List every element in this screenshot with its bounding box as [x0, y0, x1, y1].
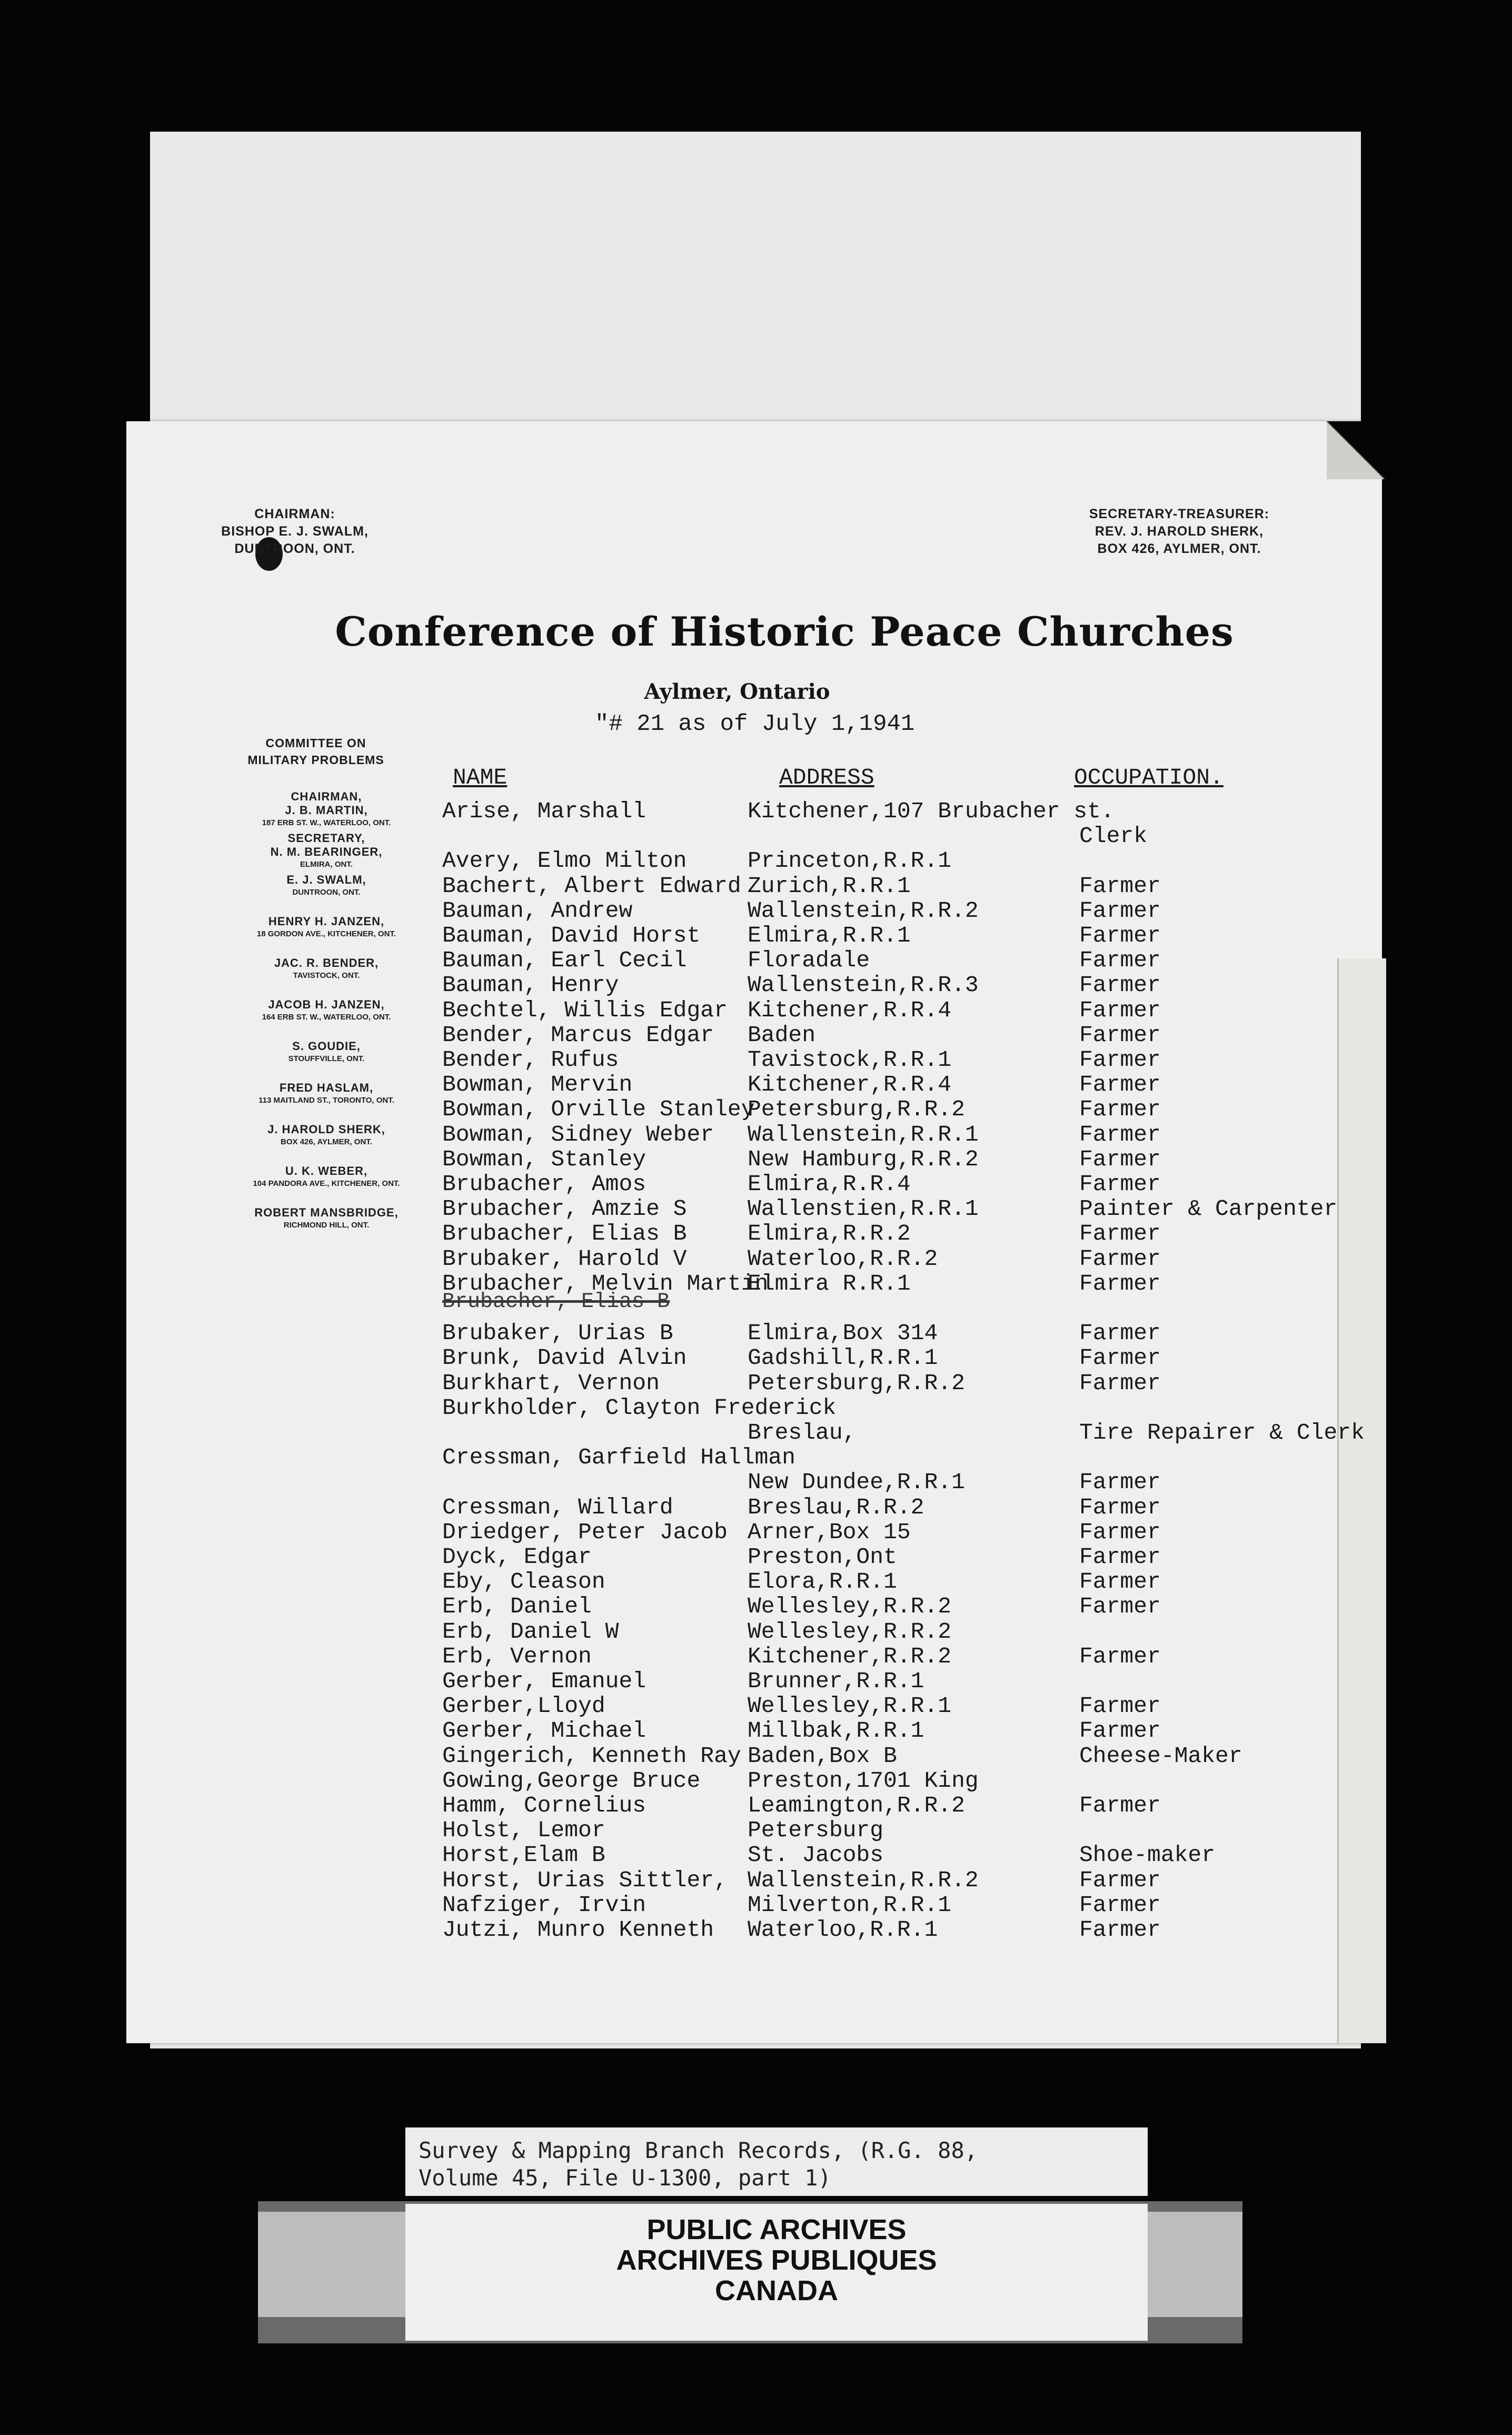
- member-name: FRED HASLAM,: [279, 1081, 374, 1094]
- cell-address: Wallenstein,R.R.2: [748, 1867, 979, 1893]
- cell-address: Elmira R.R.1: [748, 1271, 911, 1296]
- table-row: [0, 1370, 1512, 1395]
- committee-heading-line2: MILITARY PROBLEMS: [247, 753, 384, 767]
- cell-occupation: Farmer: [1079, 923, 1161, 948]
- cell-occupation: Farmer: [1079, 1221, 1161, 1246]
- cell-name: Bowman, Orville Stanley: [442, 1096, 755, 1122]
- member-address: DUNTROON, ONT.: [292, 888, 361, 897]
- table-row: [0, 997, 1512, 1023]
- cell-address: Brunner,R.R.1: [748, 1668, 924, 1694]
- table-row: [0, 798, 1512, 824]
- cell-occupation: Farmer: [1079, 1593, 1161, 1619]
- member-name: E. J. SWALM,: [286, 873, 366, 886]
- list-reference: "# 21 as of July 1,1941: [595, 711, 915, 737]
- cell-address: Princeton,R.R.1: [748, 848, 952, 874]
- cell-name: Holst, Lemor: [442, 1817, 605, 1843]
- member-address: BOX 426, AYLMER, ONT.: [281, 1137, 372, 1146]
- cell-name: Arise, Marshall: [442, 798, 646, 824]
- cell-address: Kitchener,R.R.4: [748, 997, 952, 1023]
- table-row: [0, 1395, 1512, 1420]
- table-row: [0, 1494, 1512, 1520]
- cell-address: Wellesley,R.R.2: [748, 1619, 952, 1645]
- cell-occupation: Farmer: [1079, 1146, 1161, 1172]
- cell-name: Gerber, Michael: [442, 1718, 646, 1744]
- cell-occupation: Farmer: [1079, 1320, 1161, 1346]
- table-row: [0, 1644, 1512, 1669]
- cell-occupation: Farmer: [1079, 1072, 1161, 1097]
- table-row: [0, 947, 1512, 973]
- header-name: NAME: [453, 765, 508, 790]
- cell-occupation: Tire Repairer & Clerk: [1079, 1420, 1365, 1446]
- cell-address: Milverton,R.R.1: [748, 1892, 952, 1918]
- member-name: ROBERT MANSBRIDGE,: [254, 1206, 399, 1219]
- cell-name: Driedger, Peter Jacob: [442, 1519, 728, 1545]
- cell-name: Gerber, Emanuel: [442, 1668, 646, 1694]
- cell-occupation: Farmer: [1079, 997, 1161, 1023]
- cell-name: Brubacher, Elias B: [442, 1221, 687, 1246]
- member-role: CHAIRMAN,: [291, 790, 362, 803]
- cell-address: Breslau,: [748, 1420, 857, 1446]
- member-name: J. B. MARTIN,: [285, 804, 368, 817]
- folded-corner: [1327, 421, 1385, 479]
- cell-name: Bechtel, Willis Edgar: [442, 997, 728, 1023]
- cell-name: Bauman, Andrew: [442, 898, 633, 924]
- cell-name: Horst, Urias Sittler,: [442, 1867, 728, 1893]
- cell-occupation: Farmer: [1079, 1096, 1161, 1122]
- table-row: [0, 972, 1512, 997]
- table-row: [0, 1246, 1512, 1271]
- stamp-line1: PUBLIC ARCHIVES: [646, 2214, 907, 2245]
- member-name: JAC. R. BENDER,: [274, 956, 379, 969]
- member-address: 113 MAITLAND ST., TORONTO, ONT.: [258, 1096, 394, 1105]
- archive-label-line2: Volume 45, File U-1300, part 1): [419, 2165, 831, 2191]
- cell-name: Eby, Cleason: [442, 1569, 605, 1595]
- cell-address: New Hamburg,R.R.2: [748, 1146, 979, 1172]
- cell-name: Gerber,Lloyd: [442, 1693, 605, 1719]
- chairman-name: BISHOP E. J. SWALM,: [221, 524, 369, 539]
- member-name: N. M. BEARINGER,: [270, 845, 383, 858]
- cell-name: Dyck, Edgar: [442, 1544, 592, 1570]
- cell-occupation: Farmer: [1079, 1793, 1161, 1818]
- secretary-title: SECRETARY-TREASURER:: [1089, 507, 1270, 521]
- cell-address: Wallenstien,R.R.1: [748, 1196, 979, 1222]
- table-row: [0, 1544, 1512, 1569]
- member-name: J. HAROLD SHERK,: [267, 1123, 385, 1136]
- cell-address: Kitchener,R.R.2: [748, 1644, 952, 1669]
- table-row: [0, 1693, 1512, 1718]
- cell-name: Bowman, Stanley: [442, 1146, 646, 1172]
- table-row: [0, 1793, 1512, 1818]
- cell-address: Baden,Box B: [748, 1743, 897, 1769]
- cell-address: Wallenstein,R.R.1: [748, 1122, 979, 1147]
- cell-name: Bauman, Henry: [442, 972, 619, 998]
- cell-address: Tavistock,R.R.1: [748, 1047, 952, 1073]
- member-role: SECRETARY,: [287, 832, 365, 845]
- cell-occupation: Painter & Carpenter: [1079, 1196, 1338, 1222]
- table-row: [0, 1072, 1512, 1097]
- table-row: [0, 1345, 1512, 1370]
- table-row: [0, 823, 1512, 848]
- cell-address: Millbak,R.R.1: [748, 1718, 924, 1744]
- table-row: [0, 1867, 1512, 1893]
- member-address: ELMIRA, ONT.: [300, 860, 353, 869]
- cell-address: Arner,Box 15: [748, 1519, 911, 1545]
- table-row: [0, 1122, 1512, 1147]
- table-row: [0, 1271, 1512, 1296]
- cell-address: Petersburg,R.R.2: [748, 1096, 965, 1122]
- cell-address: Floradale: [748, 947, 870, 973]
- cell-occupation: Clerk: [1079, 823, 1148, 849]
- chairman-title: CHAIRMAN:: [254, 507, 335, 521]
- member-address: 18 GORDON AVE., KITCHENER, ONT.: [256, 929, 396, 938]
- table-row: [0, 1469, 1512, 1494]
- committee-heading-line1: COMMITTEE ON: [265, 736, 366, 750]
- cell-address: Gadshill,R.R.1: [748, 1345, 938, 1371]
- table-row: [0, 1096, 1512, 1122]
- cell-occupation: Farmer: [1079, 1494, 1161, 1520]
- cell-occupation: Farmer: [1079, 1867, 1161, 1893]
- cell-address: St. Jacobs: [748, 1842, 884, 1868]
- cell-name: Erb, Daniel: [442, 1593, 592, 1619]
- header-address: ADDRESS: [779, 765, 874, 790]
- cell-occupation: Farmer: [1079, 972, 1161, 998]
- cell-name: Brubaker, Urias B: [442, 1320, 673, 1346]
- table-row: [0, 1817, 1512, 1843]
- cell-occupation: Farmer: [1079, 1246, 1161, 1272]
- cell-occupation: Cheese-Maker: [1079, 1743, 1242, 1769]
- cell-address: Elmira,R.R.2: [748, 1221, 911, 1246]
- cell-address: Breslau,R.R.2: [748, 1494, 924, 1520]
- cell-name: Gingerich, Kenneth Ray: [442, 1743, 741, 1769]
- table-row: [0, 1519, 1512, 1545]
- table-row: [0, 1295, 1512, 1321]
- organization-location: Aylmer, Ontario: [644, 679, 830, 704]
- table-row: [0, 848, 1512, 873]
- cell-address: Zurich,R.R.1: [748, 873, 911, 899]
- stamp-line3: CANADA: [715, 2275, 838, 2307]
- table-row: [0, 1320, 1512, 1345]
- cell-occupation: Farmer: [1079, 947, 1161, 973]
- cell-name: Brubacher, Melvin Martin: [442, 1271, 769, 1296]
- member-address: 104 PANDORA AVE., KITCHENER, ONT.: [253, 1179, 400, 1188]
- member-name: S. GOUDIE,: [292, 1040, 361, 1053]
- cell-name: Cressman, Willard: [442, 1494, 673, 1520]
- struck-out-entry: Brubacher, Elias B: [442, 1290, 670, 1314]
- archive-label-line1: Survey & Mapping Branch Records, (R.G. 88,: [419, 2137, 978, 2163]
- table-row: [0, 1221, 1512, 1246]
- member-name: HENRY H. JANZEN,: [268, 915, 385, 928]
- member-name: U. K. WEBER,: [285, 1164, 368, 1177]
- cell-occupation: Farmer: [1079, 1370, 1161, 1396]
- table-row: [0, 1668, 1512, 1694]
- cell-occupation: Farmer: [1079, 873, 1161, 899]
- cell-occupation: Farmer: [1079, 1122, 1161, 1147]
- cell-occupation: Farmer: [1079, 1544, 1161, 1570]
- cell-address: Wallenstein,R.R.3: [748, 972, 979, 998]
- cell-name: Burkholder, Clayton Frederick: [442, 1395, 837, 1421]
- member-address: 164 ERB ST. W., WATERLOO, ONT.: [262, 1013, 391, 1022]
- cell-name: Bachert, Albert Edward: [442, 873, 741, 899]
- table-row: [0, 923, 1512, 948]
- table-row: [0, 1842, 1512, 1867]
- cell-name: Brubacher, Amzie S: [442, 1196, 687, 1222]
- member-name: JACOB H. JANZEN,: [268, 998, 385, 1011]
- tape-left: [258, 2212, 405, 2317]
- table-row: [0, 1171, 1512, 1196]
- cell-address: Petersburg,R.R.2: [748, 1370, 965, 1396]
- table-row: [0, 1619, 1512, 1644]
- cell-occupation: Farmer: [1079, 1469, 1161, 1495]
- secretary-address: BOX 426, AYLMER, ONT.: [1097, 541, 1261, 556]
- header-occupation: OCCUPATION.: [1074, 765, 1223, 790]
- cell-address: Leamington,R.R.2: [748, 1793, 965, 1818]
- cell-name: Burkhart, Vernon: [442, 1370, 660, 1396]
- cell-occupation: Shoe-maker: [1079, 1842, 1216, 1868]
- cell-name: Nafziger, Irvin: [442, 1892, 646, 1918]
- chairman-block: [174, 506, 416, 558]
- cell-address: Waterloo,R.R.1: [748, 1917, 938, 1943]
- secretary-block: [1032, 506, 1327, 558]
- table-row: [0, 1420, 1512, 1445]
- cell-address: Wellesley,R.R.1: [748, 1693, 952, 1719]
- organization-title: Conference of Historic Peace Churches: [335, 608, 1234, 655]
- cell-occupation: Farmer: [1079, 898, 1161, 924]
- cell-address: Preston,Ont: [748, 1544, 897, 1570]
- cell-address: Baden: [748, 1022, 816, 1048]
- cell-occupation: Farmer: [1079, 1022, 1161, 1048]
- cell-address: Kitchener,R.R.4: [748, 1072, 952, 1097]
- cell-address: Preston,1701 King: [748, 1768, 979, 1794]
- cell-name: Erb, Daniel W: [442, 1619, 619, 1645]
- cell-address: Wallenstein,R.R.2: [748, 898, 979, 924]
- table-row: [0, 1444, 1512, 1470]
- cell-name: Brubacher, Amos: [442, 1171, 646, 1197]
- cell-occupation: Farmer: [1079, 1892, 1161, 1918]
- table-row: [0, 1892, 1512, 1917]
- cell-name: Horst,Elam B: [442, 1842, 605, 1868]
- table-row: [0, 898, 1512, 923]
- table-row: [0, 1022, 1512, 1047]
- cell-name: Bauman, Earl Cecil: [442, 947, 687, 973]
- cell-address: Kitchener,107 Brubacher st.: [748, 798, 1115, 824]
- cell-address: Elmira,R.R.1: [748, 923, 911, 948]
- archive-label-text: [419, 2137, 1145, 2192]
- cell-occupation: Farmer: [1079, 1693, 1161, 1719]
- cell-occupation: Farmer: [1079, 1047, 1161, 1073]
- cell-name: Bowman, Sidney Weber: [442, 1122, 714, 1147]
- table-row: [0, 873, 1512, 898]
- member-address: RICHMOND HILL, ONT.: [283, 1221, 370, 1230]
- cell-name: Avery, Elmo Milton: [442, 848, 687, 874]
- cell-address: Petersburg: [748, 1817, 884, 1843]
- table-row: [0, 1743, 1512, 1768]
- tape-right: [1148, 2212, 1242, 2317]
- table-row: [0, 1047, 1512, 1072]
- cell-name: Brunk, David Alvin: [442, 1345, 687, 1371]
- cell-name: Bowman, Mervin: [442, 1072, 633, 1097]
- cell-name: Bender, Rufus: [442, 1047, 619, 1073]
- table-row: [0, 1146, 1512, 1172]
- cell-address: Elmira,R.R.4: [748, 1171, 911, 1197]
- cell-occupation: Farmer: [1079, 1644, 1161, 1669]
- cell-occupation: Farmer: [1079, 1345, 1161, 1371]
- secretary-name: REV. J. HAROLD SHERK,: [1095, 524, 1264, 539]
- cell-name: Jutzi, Munro Kenneth: [442, 1917, 714, 1943]
- table-row: [0, 1768, 1512, 1793]
- committee-heading: [205, 735, 426, 768]
- cell-address: New Dundee,R.R.1: [748, 1469, 965, 1495]
- table-row: [0, 1718, 1512, 1743]
- cell-address: Elmira,Box 314: [748, 1320, 938, 1346]
- cell-name: Gowing,George Bruce: [442, 1768, 701, 1794]
- cell-name: Erb, Vernon: [442, 1644, 592, 1669]
- table-row: [0, 1196, 1512, 1221]
- cell-name: Bender, Marcus Edgar: [442, 1022, 714, 1048]
- member-address: 187 ERB ST. W., WATERLOO, ONT.: [262, 818, 391, 827]
- cell-name: Cressman, Garfield Hallman: [442, 1444, 795, 1470]
- cell-address: Waterloo,R.R.2: [748, 1246, 938, 1272]
- cell-occupation: Farmer: [1079, 1271, 1161, 1296]
- cell-occupation: Farmer: [1079, 1917, 1161, 1943]
- cell-occupation: Farmer: [1079, 1171, 1161, 1197]
- cell-address: Wellesley,R.R.2: [748, 1593, 952, 1619]
- cell-address: Elora,R.R.1: [748, 1569, 897, 1595]
- table-row: [0, 1917, 1512, 1942]
- cell-occupation: Farmer: [1079, 1519, 1161, 1545]
- cell-occupation: Farmer: [1079, 1718, 1161, 1744]
- table-row: [0, 1593, 1512, 1619]
- cell-name: Hamm, Cornelius: [442, 1793, 646, 1818]
- stamp-line2: ARCHIVES PUBLIQUES: [616, 2244, 937, 2276]
- cell-occupation: Farmer: [1079, 1569, 1161, 1595]
- member-address: TAVISTOCK, ONT.: [293, 971, 360, 980]
- archive-stamp: [405, 2204, 1148, 2341]
- member-address: STOUFFVILLE, ONT.: [288, 1054, 365, 1063]
- chairman-address: DUNTROON, ONT.: [234, 541, 355, 556]
- cell-name: Bauman, David Horst: [442, 923, 701, 948]
- table-row: [0, 1569, 1512, 1594]
- cell-name: Brubaker, Harold V: [442, 1246, 687, 1272]
